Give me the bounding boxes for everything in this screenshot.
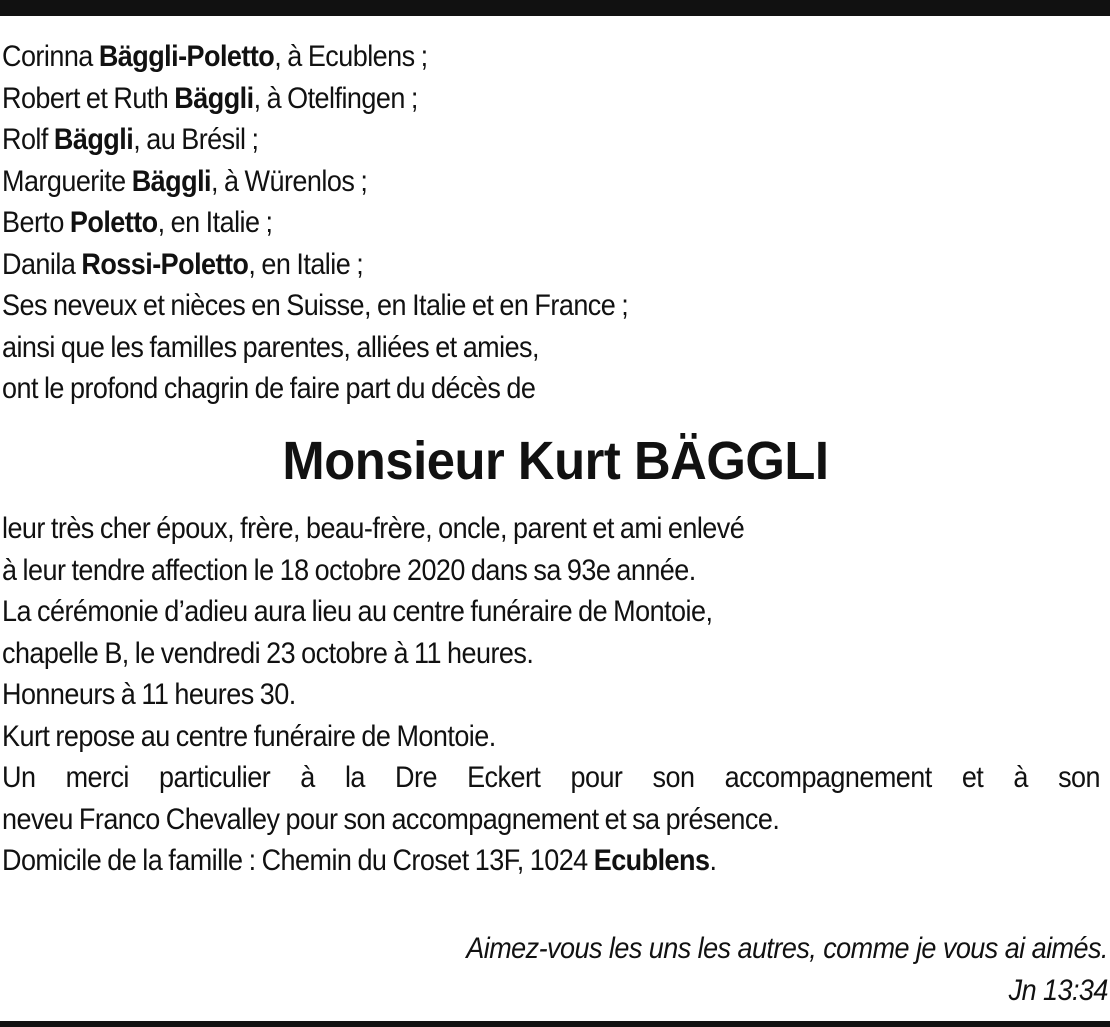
family-line-text: ainsi que les familles parentes, alliées et amies, [2,330,539,364]
family-line-location: , à Otelfingen ; [253,81,418,115]
body-line: Honneurs à 11 heures 30. [2,678,296,711]
bible-quote [466,928,1108,1011]
bottom-border-rule [0,1021,1110,1027]
family-line-text: Corinna [2,40,99,73]
domicile-period: . [709,844,717,877]
family-list [2,36,628,410]
thanks-word: Un [2,761,36,794]
thanks-word: et [961,761,984,794]
family-line-location: , au Brésil ; [133,123,259,156]
family-line [2,368,628,410]
body-line: leur très cher époux, frère, beau-frère, oncle, parent et ami enlevé [2,512,745,545]
body-line: La cérémonie d’adieu aura lieu au centre funéraire de Montoie, [2,595,713,628]
thanks-word: pour [570,761,623,794]
thanks-word: la [344,761,365,794]
body-line: chapelle B, le vendredi 23 octobre à 11 heures. [2,636,534,670]
family-line-text: ont le profond chagrin de faire part du décès de [2,372,536,405]
thanks-line-justified [2,757,1100,799]
top-border-rule [0,0,1110,16]
thanks-word: son [652,761,695,794]
family-line [2,327,628,369]
thanks-word: accompagnement [724,761,932,794]
family-surname: Poletto [69,206,158,239]
thanks-word: particulier [159,761,271,794]
family-surname: Bäggli [174,81,254,115]
domicile-line [2,840,1100,882]
family-line-location: , à Ecublens ; [274,40,428,73]
family-line [2,78,628,120]
deceased-name-text: Monsieur Kurt BÄGGLI [281,431,829,491]
thanks-word: merci [65,761,129,794]
domicile-town: Ecublens [593,844,710,877]
family-surname: Bäggli [131,164,211,198]
family-line-text: Ses neveux et nièces en Suisse, en Italie et en France ; [2,289,629,322]
family-line [2,119,628,161]
quote-reference: Jn 13:34 [1008,973,1108,1007]
family-line-location: , en Italie ; [157,206,273,239]
thanks-word: Eckert [467,761,541,794]
thanks-word: son [1058,761,1100,794]
family-line [2,285,628,327]
family-line-text: Rolf [2,123,54,156]
deceased-name-heading [0,428,1110,494]
family-line [2,36,628,78]
family-line [2,161,628,203]
family-line-text: Robert et Ruth [2,81,175,115]
thanks-word: Dre [395,761,437,794]
family-line-text: Berto [2,206,70,239]
body-line: Kurt repose au centre funéraire de Montoie. [2,719,496,753]
family-line-text: Danila [2,247,82,281]
family-line [2,244,628,286]
family-line-location: , en Italie ; [248,247,364,281]
domicile-address: Domicile de la famille : Chemin du Croset 13F, 1024 [2,844,594,877]
family-line [2,202,628,244]
family-surname: Rossi-Poletto [81,247,249,281]
body-line: à leur tendre affection le 18 octobre 2020 dans sa 93e année. [2,553,696,587]
family-surname: Bäggli-Poletto [98,40,275,73]
family-line-location: , à Würenlos ; [210,164,368,198]
thanks-line: neveu Franco Chevalley pour son accompagnement et sa présence. [2,802,780,836]
quote-text: Aimez-vous les uns les autres, comme je vous ai aimés. [466,932,1108,965]
family-line-text: Marguerite [2,164,132,198]
announcement-body [2,508,1100,882]
thanks-word: à [1013,761,1028,794]
family-surname: Bäggli [53,123,134,156]
thanks-word: à [300,761,315,794]
